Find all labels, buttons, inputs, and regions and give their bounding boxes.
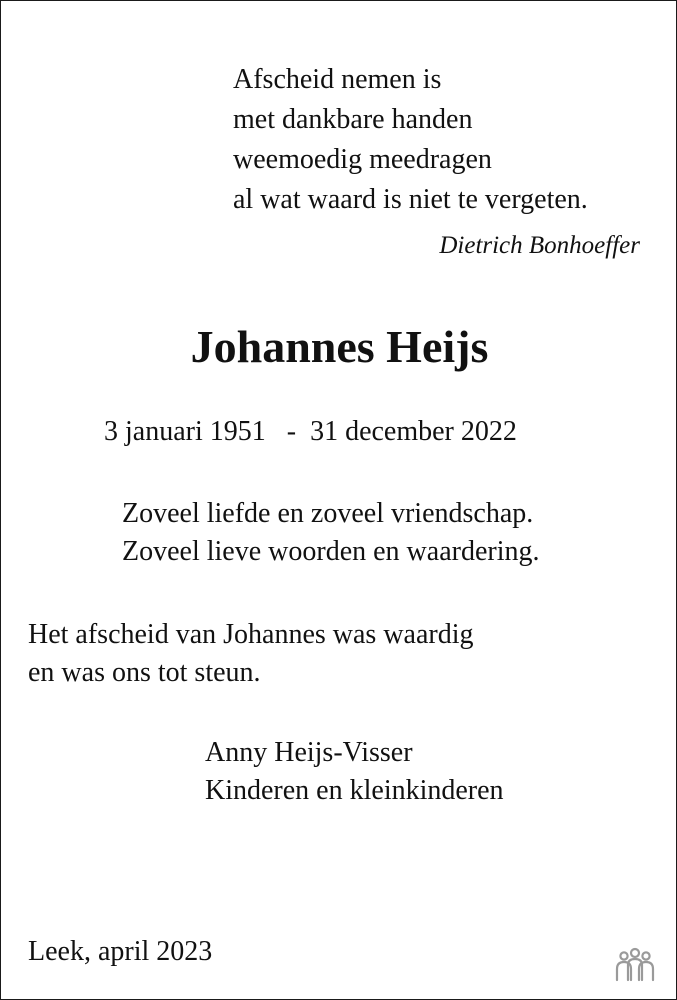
life-dates: 3 januari 1951 - 31 december 2022 [104,416,517,447]
signature-line: Anny Heijs-Visser [205,737,413,768]
message-line: Het afscheid van Johannes was waardig [28,619,474,650]
poem-line: al wat waard is niet te vergeten. [233,184,588,215]
message-line: en was ons tot steun. [28,657,261,688]
signature-line: Kinderen en kleinkinderen [205,775,504,806]
deceased-name: Johannes Heijs [190,321,489,372]
poem-line: Afscheid nemen is [233,64,442,95]
signature [205,734,504,810]
message-text [28,616,474,692]
people-group-icon [613,947,657,983]
thanks-line: Zoveel lieve woorden en waardering. [122,536,540,567]
thanks-text [122,495,539,571]
place-date: Leek, april 2023 [28,936,213,967]
thanks-line: Zoveel liefde en zoveel vriendschap. [122,498,534,529]
poem-line: weemoedig meedragen [233,144,492,175]
poem-author: Dietrich Bonhoeffer [439,232,640,259]
poem-line: met dankbare handen [233,104,473,135]
poem [233,60,588,220]
